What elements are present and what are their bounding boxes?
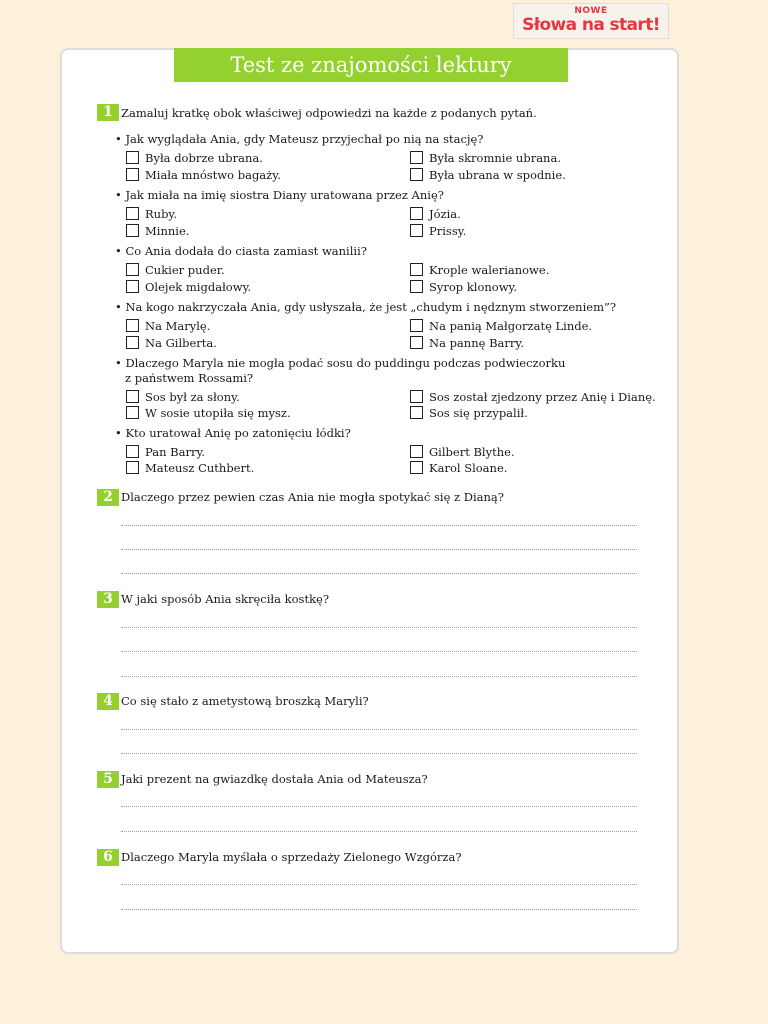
answer-label: Józia. xyxy=(429,207,461,221)
checkbox[interactable] xyxy=(410,406,423,419)
answer-option[interactable] xyxy=(410,319,592,333)
question-6-text: Dlaczego Maryla myślała o sprzedaży Zielonego Wzgórza? xyxy=(121,850,462,864)
checkbox[interactable] xyxy=(126,263,139,276)
answer-label: Gilbert Blythe. xyxy=(429,445,515,459)
answer-option[interactable] xyxy=(126,151,263,165)
checkbox[interactable] xyxy=(410,280,423,293)
checkbox[interactable] xyxy=(410,263,423,276)
answer-line[interactable] xyxy=(121,831,637,832)
question-2-number: 2 xyxy=(97,489,119,506)
answer-label: Olejek migdałowy. xyxy=(145,280,252,294)
logo-brand: Słowa na start! xyxy=(522,15,660,35)
question-5-text: Jaki prezent na gwiazdkę dostała Ania od Mateusza? xyxy=(121,772,428,786)
answer-option[interactable] xyxy=(410,280,517,294)
publisher-logo xyxy=(513,3,669,39)
checkbox[interactable] xyxy=(410,445,423,458)
answer-option[interactable] xyxy=(126,406,291,420)
subquestion-3: • Co Ania dodała do ciasta zamiast wanilii? xyxy=(115,244,367,258)
answer-option[interactable] xyxy=(126,445,205,459)
answer-label: Ruby. xyxy=(145,207,178,221)
answer-label: Prissy. xyxy=(429,224,467,238)
answer-label: Sos był za słony. xyxy=(145,390,240,404)
answer-label: Na pannę Barry. xyxy=(429,336,524,350)
question-4-number: 4 xyxy=(97,693,119,710)
checkbox[interactable] xyxy=(126,168,139,181)
answer-option[interactable] xyxy=(126,319,210,333)
page-title: Test ze znajomości lektury xyxy=(174,48,568,82)
answer-option[interactable] xyxy=(126,461,254,475)
answer-option[interactable] xyxy=(410,151,561,165)
checkbox[interactable] xyxy=(410,207,423,220)
checkbox[interactable] xyxy=(410,461,423,474)
answer-label: W sosie utopiła się mysz. xyxy=(145,406,291,420)
answer-line[interactable] xyxy=(121,549,637,550)
answer-option[interactable] xyxy=(126,263,225,277)
checkbox[interactable] xyxy=(410,336,423,349)
checkbox[interactable] xyxy=(126,336,139,349)
answer-label: Mateusz Cuthbert. xyxy=(145,461,255,475)
answer-label: Na Marylę. xyxy=(145,319,211,333)
answer-label: Krople walerianowe. xyxy=(429,263,550,277)
answer-line[interactable] xyxy=(121,573,637,574)
checkbox[interactable] xyxy=(126,319,139,332)
answer-option[interactable] xyxy=(410,263,549,277)
answer-label: Była ubrana w spodnie. xyxy=(429,168,566,182)
answer-option[interactable] xyxy=(410,336,524,350)
checkbox[interactable] xyxy=(126,461,139,474)
answer-line[interactable] xyxy=(121,909,637,910)
subquestion-1: • Jak wyglądała Ania, gdy Mateusz przyjechał po nią na stację? xyxy=(115,132,484,146)
answer-option[interactable] xyxy=(126,336,217,350)
subquestion-4: • Na kogo nakrzyczała Ania, gdy usłyszała, że jest „chudym i nędznym stworzeniem”? xyxy=(115,300,617,314)
answer-label: Miała mnóstwo bagaży. xyxy=(145,168,281,182)
answer-label: Minnie. xyxy=(145,224,190,238)
checkbox[interactable] xyxy=(410,224,423,237)
logo-tag: NOWE xyxy=(574,6,608,16)
question-5-number: 5 xyxy=(97,771,119,788)
checkbox[interactable] xyxy=(126,445,139,458)
question-3-number: 3 xyxy=(97,591,119,608)
checkbox[interactable] xyxy=(126,151,139,164)
subquestion-5: • Dlaczego Maryla nie mogła podać sosu do puddingu podczas podwieczorku xyxy=(115,356,566,370)
answer-option[interactable] xyxy=(410,207,461,221)
checkbox[interactable] xyxy=(410,319,423,332)
checkbox[interactable] xyxy=(410,151,423,164)
subquestion-5-continued: z państwem Rossami? xyxy=(125,371,254,385)
answer-option[interactable] xyxy=(410,461,507,475)
question-1-number: 1 xyxy=(97,104,119,121)
answer-label: Karol Sloane. xyxy=(429,461,508,475)
answer-option[interactable] xyxy=(410,406,528,420)
answer-option[interactable] xyxy=(410,445,515,459)
checkbox[interactable] xyxy=(410,168,423,181)
answer-option[interactable] xyxy=(126,390,240,404)
answer-label: Syrop klonowy. xyxy=(429,280,518,294)
answer-line[interactable] xyxy=(121,651,637,652)
question-1-text: Zamaluj kratkę obok właściwej odpowiedzi na każde z podanych pytań. xyxy=(121,106,537,120)
subquestion-6: • Kto uratował Anię po zatonięciu łódki? xyxy=(115,426,351,440)
checkbox[interactable] xyxy=(126,280,139,293)
answer-label: Na Gilberta. xyxy=(145,336,217,350)
answer-line[interactable] xyxy=(121,753,637,754)
answer-label: Sos został zjedzony przez Anię i Dianę. xyxy=(429,390,656,404)
answer-line[interactable] xyxy=(121,525,637,526)
answer-line[interactable] xyxy=(121,627,637,628)
checkbox[interactable] xyxy=(126,207,139,220)
answer-label: Była dobrze ubrana. xyxy=(145,151,263,165)
answer-option[interactable] xyxy=(126,207,177,221)
checkbox[interactable] xyxy=(126,390,139,403)
checkbox[interactable] xyxy=(126,224,139,237)
question-3-text: W jaki sposób Ania skręciła kostkę? xyxy=(121,592,330,606)
answer-option[interactable] xyxy=(410,168,566,182)
answer-option[interactable] xyxy=(126,168,281,182)
checkbox[interactable] xyxy=(410,390,423,403)
answer-line[interactable] xyxy=(121,676,637,677)
answer-label: Na panią Małgorzatę Linde. xyxy=(429,319,593,333)
answer-line[interactable] xyxy=(121,884,637,885)
answer-line[interactable] xyxy=(121,806,637,807)
question-4-text: Co się stało z ametystową broszką Maryli? xyxy=(121,694,369,708)
answer-label: Pan Barry. xyxy=(145,445,206,459)
answer-option[interactable] xyxy=(126,224,189,238)
subquestion-2: • Jak miała na imię siostra Diany uratowana przez Anię? xyxy=(115,188,444,202)
answer-label: Cukier puder. xyxy=(145,263,225,277)
question-6-number: 6 xyxy=(97,849,119,866)
answer-label: Sos się przypalił. xyxy=(429,406,528,420)
checkbox[interactable] xyxy=(126,406,139,419)
answer-option[interactable] xyxy=(126,280,251,294)
answer-line[interactable] xyxy=(121,729,637,730)
answer-option[interactable] xyxy=(410,224,466,238)
question-2-text: Dlaczego przez pewien czas Ania nie mogła spotykać się z Dianą? xyxy=(121,490,504,504)
answer-label: Była skromnie ubrana. xyxy=(429,151,561,165)
answer-option[interactable] xyxy=(410,390,656,404)
